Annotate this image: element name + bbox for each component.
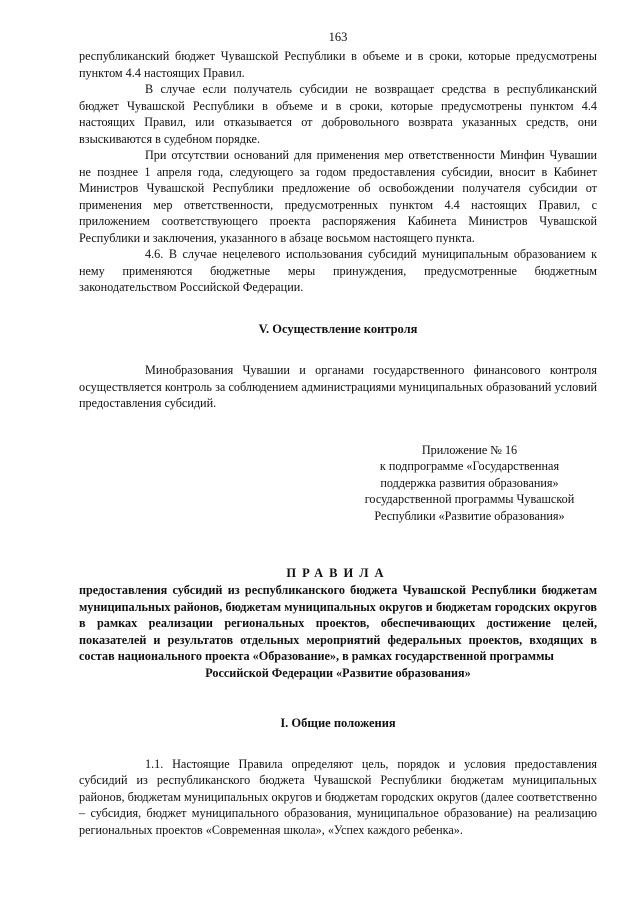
document-page <box>79 28 597 838</box>
section-i-heading: I. Общие положения <box>280 716 396 730</box>
appendix-note <box>342 442 597 525</box>
appendix-line-1: Приложение № 16 <box>421 442 518 457</box>
appendix-line-5: Республики «Развитие образования» <box>374 508 565 523</box>
page-number: 163 <box>328 30 348 44</box>
rules-subtitle-last-line: Российской Федерации «Развитие образования» <box>205 665 471 680</box>
paragraph-minfin: При отсутствии оснований для применения мер ответственности Минфин Чувашии не позднее 1 апреля года, следующего за годом предоставления субсидии, вносит в Кабинет Министров Чувашской Республики предложение об освобождении получателя субсидии от применения мер ответственности, предусмотренных пунктом 4.4 настоящих Правил, с приложением соответствующего проекта распоряжения Кабинета Министров Чувашской Республики и заключения, указанного в абзаце восьмом настоящего пункта. <box>79 148 597 245</box>
paragraph-control: Минобразования Чувашии и органами государственного финансового контроля осуществляется контроль за соблюдением администрациями муниципальных образований условий предоставления субсидий. <box>79 363 597 410</box>
appendix-line-2: к подпрограмме «Государственная <box>379 459 560 473</box>
paragraph-refund: В случае если получатель субсидии не возвращает средства в республиканский бюджет Чувашской Республики в объеме и в сроки, которые предусмотрены пунктом 4.4 настоящих Правил, или отказывается от добровольного возврата указанных средств, они взыскиваются в судебном порядке. <box>79 82 597 146</box>
appendix-line-4: государственной программы Чувашской <box>364 492 575 506</box>
appendix-line-3: поддержка развития образования» <box>380 475 559 490</box>
paragraph-1-1: 1.1. Настоящие Правила определяют цель, порядок и условия предоставления субсидий из республиканского бюджета Чувашской Республики бюджетам муниципальных районов, бюджетам муниципальных округов и бюджетам городских округов (далее соответственно – субсидия, бюджет муниципального образования, муниципальное образование) на реализацию региональных проектов «Современная школа», «Успех каждого ребенка». <box>79 756 597 837</box>
continuation-paragraph: республиканский бюджет Чувашской Республики в объеме и в сроки, которые предусмотрены пунктом 4.4 настоящих Правил. <box>79 49 597 80</box>
section-v-heading: V. Осуществление контроля <box>258 321 418 336</box>
paragraph-4-6: 4.6. В случае нецелевого использования субсидий муниципальным образованием к нему применяются бюджетные меры принуждения, предусмотренные бюджетным законодательством Российской Федерации. <box>79 247 597 294</box>
rules-title: ПРАВИЛА <box>286 566 390 580</box>
rules-subtitle: предоставления субсидий из республиканского бюджета Чувашской Республики бюджетам муниципальных районов, бюджетам муниципальных округов и бюджетам городских округов в рамках реализации региональных проектов, обеспечивающих достижение целей, показателей и результатов отдельных мероприятий федеральных проектов, входящих в состав национального проекта «Образование», в рамках государственной программы <box>79 583 597 663</box>
